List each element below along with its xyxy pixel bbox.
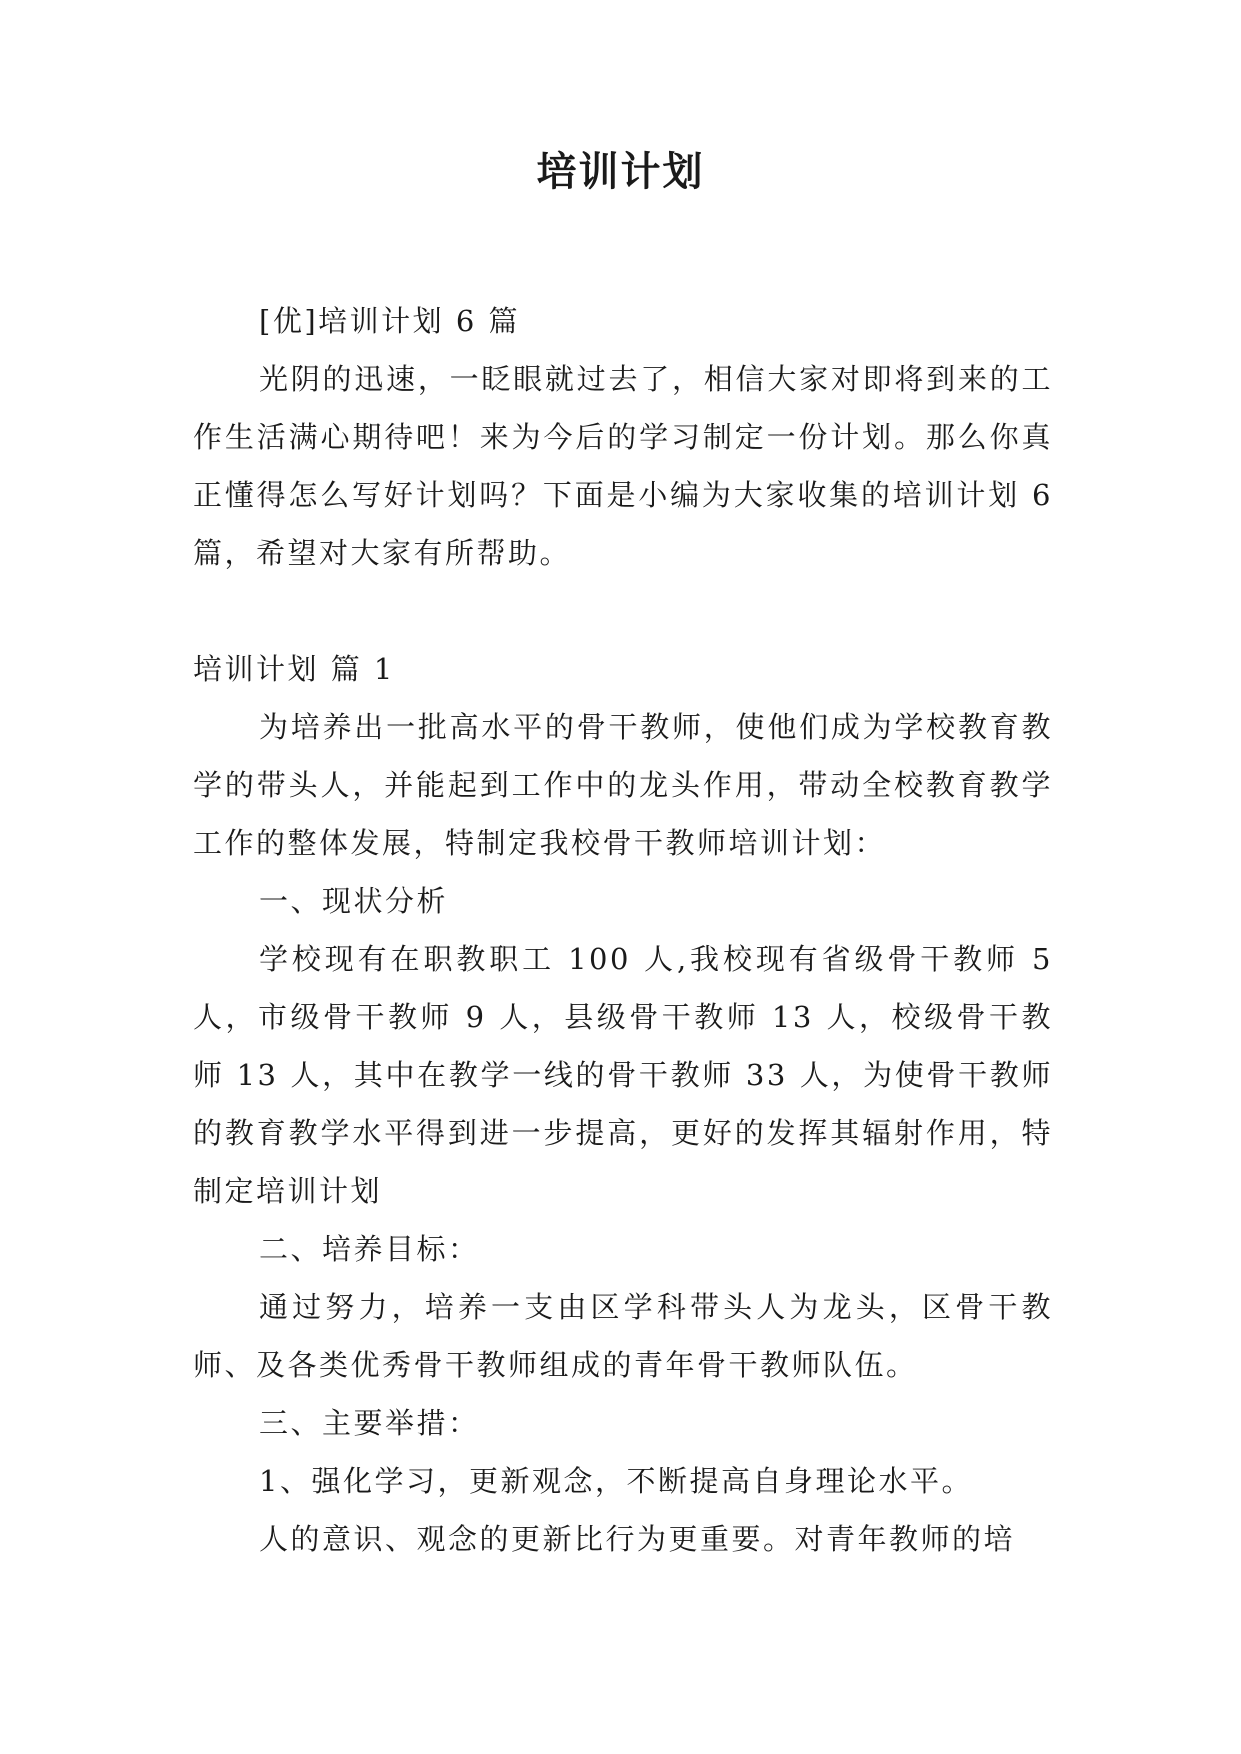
section-spacer — [193, 582, 1053, 640]
intro-subtitle: [优]培训计划 6 篇 — [259, 304, 521, 338]
document-title: 培训计划 — [536, 148, 705, 195]
section-paragraph: 为培养出一批高水平的骨干教师，使他们成为学校教育教学的带头人，并能起到工作中的龙头作用，带动全校教育教学工作的整体发展，特制定我校骨干教师培训计划： — [193, 710, 1053, 860]
section-heading: 培训计划 篇 1 — [193, 652, 395, 686]
section-subheading: 三、主要举措： — [259, 1406, 480, 1440]
section-paragraph: 人的意识、观念的更新比行为更重要。对青年教师的培 — [259, 1522, 1016, 1556]
section-paragraph: 1、强化学习，更新观念，不断提高自身理论水平。 — [259, 1464, 973, 1498]
section-subheading: 二、培养目标： — [259, 1232, 480, 1266]
section-subheading: 一、现状分析 — [259, 884, 449, 918]
document-body — [193, 292, 1053, 1568]
section-paragraph: 学校现有在职教职工 100 人,我校现有省级骨干教师 5 人，市级骨干教师 9 人，县级骨干教师 13 人，校级骨干教师 13 人，其中在教学一线的骨干教师 33 人，为使骨干教师的教育教学水平得到进一步提高，更好的发挥其辐射作用，特制定培训计划 — [193, 942, 1053, 1208]
intro-paragraph: 光阴的迅速，一眨眼就过去了，相信大家对即将到来的工作生活满心期待吧！来为今后的学习制定一份计划。那么你真正懂得怎么写好计划吗？下面是小编为大家收集的培训计划 6 篇，希望对大家有所帮助。 — [193, 362, 1053, 570]
section-paragraph: 通过努力，培养一支由区学科带头人为龙头，区骨干教师、及各类优秀骨干教师组成的青年骨干教师队伍。 — [193, 1290, 1053, 1382]
